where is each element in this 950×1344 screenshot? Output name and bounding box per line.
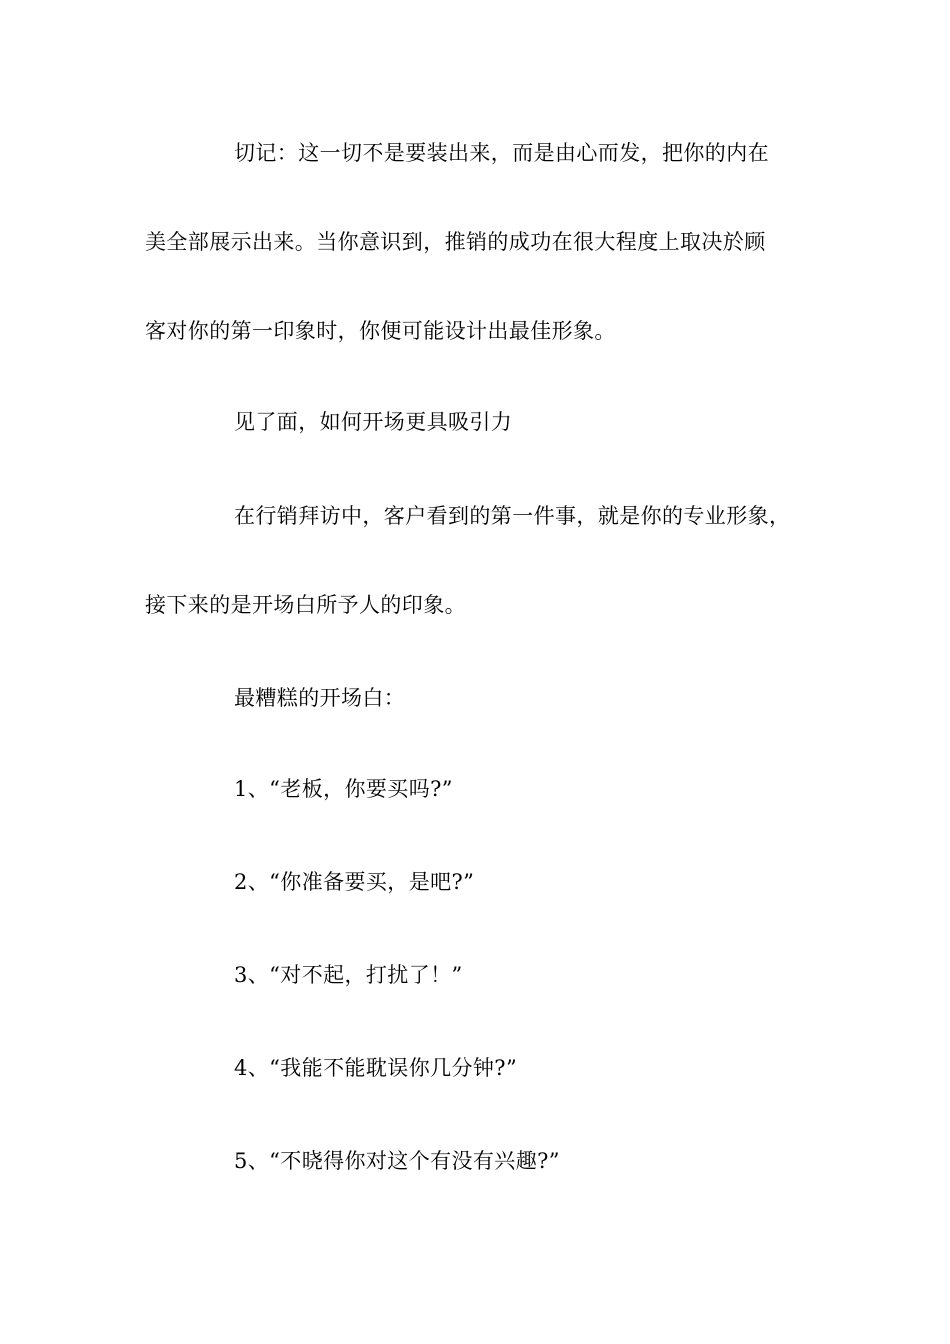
list-item: 5、“不晓得你对这个有没有兴趣?” [234, 1149, 560, 1173]
paragraph-line: 切记：这一切不是要装出来，而是由心而发，把你的内在 [234, 141, 769, 165]
section-heading: 见了面，如何开场更具吸引力 [234, 410, 513, 434]
list-item: 4、“我能不能耽误你几分钟?” [234, 1056, 518, 1080]
list-heading: 最糟糕的开场白： [234, 686, 406, 710]
list-item: 1、“老板，你要买吗?” [234, 777, 453, 801]
list-item: 2、“你准备要买，是吧?” [234, 870, 475, 894]
paragraph-line: 在行销拜访中，客户看到的第一件事，就是你的专业形象， [234, 504, 791, 528]
paragraph-line: 接下来的是开场白所予人的印象。 [145, 593, 466, 617]
list-item: 3、“对不起，打扰了！” [234, 963, 463, 987]
paragraph-line: 美全部展示出来。当你意识到，推销的成功在很大程度上取决於顾 [145, 230, 766, 254]
paragraph-line: 客对你的第一印象时，你便可能设计出最佳形象。 [145, 319, 616, 343]
